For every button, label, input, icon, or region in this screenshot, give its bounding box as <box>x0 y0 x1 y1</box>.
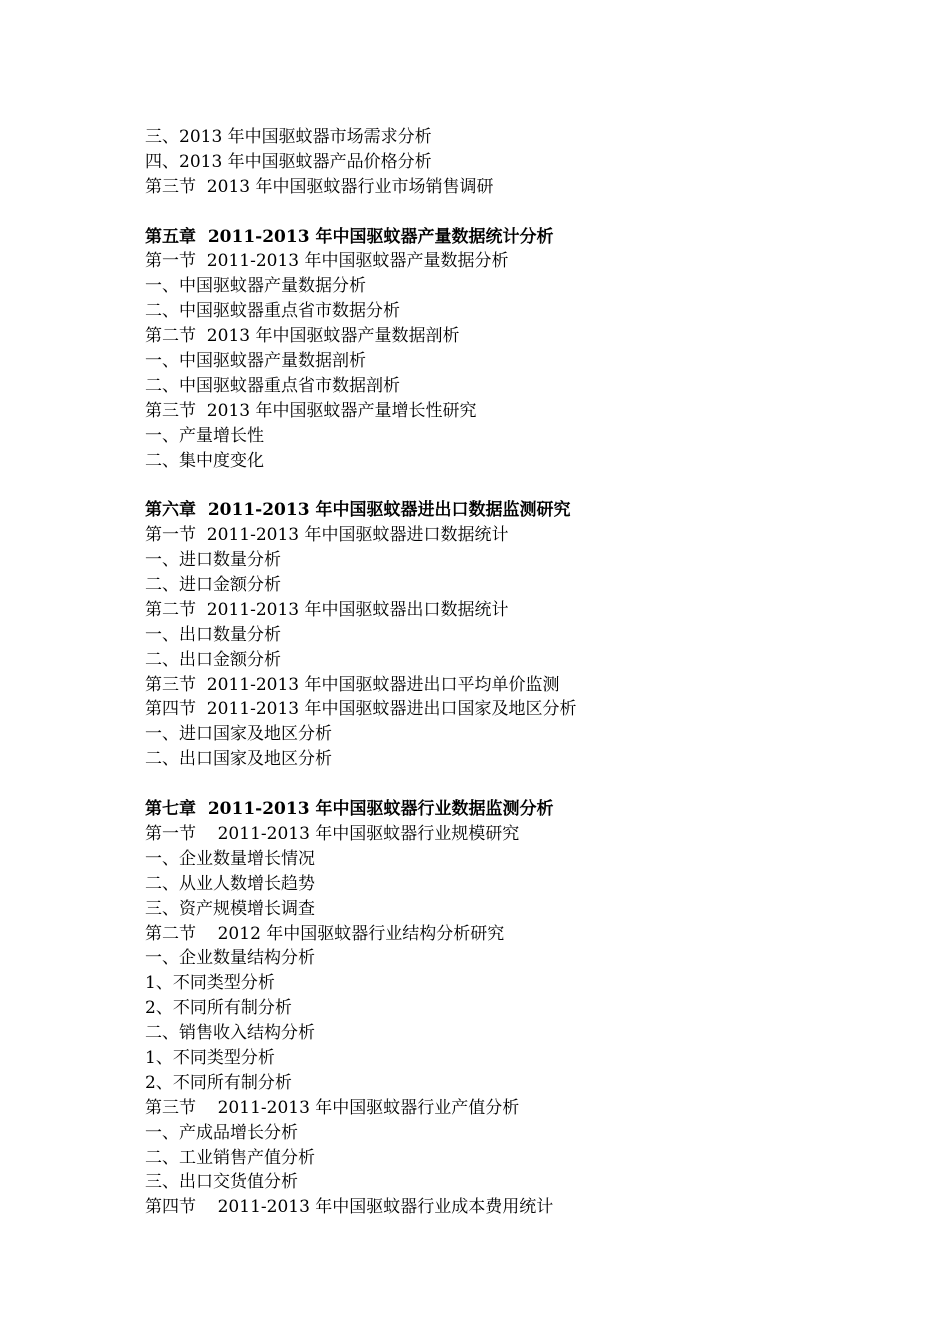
toc-item: 第三节 2013 年中国驱蚊器行业市场销售调研 <box>145 176 494 197</box>
toc-item: 第二节 2012 年中国驱蚊器行业结构分析研究 <box>145 923 505 944</box>
toc-item: 三、出口交货值分析 <box>145 1172 298 1193</box>
toc-item: 二、出口国家及地区分析 <box>145 749 332 770</box>
chapter-heading: 第五章 2011-2013 年中国驱蚊器产量数据统计分析 <box>145 226 554 247</box>
section-gap <box>145 473 845 498</box>
toc-item: 一、出口数量分析 <box>145 624 281 645</box>
toc-item: 一、中国驱蚊器产量数据分析 <box>145 276 366 297</box>
toc-item: 第二节 2013 年中国驱蚊器产量数据剖析 <box>145 326 460 347</box>
toc-item: 二、集中度变化 <box>145 450 264 471</box>
toc-item: 第一节 2011-2013 年中国驱蚊器行业规模研究 <box>145 823 520 844</box>
toc-item: 三、资产规模增长调查 <box>145 898 315 919</box>
toc-item: 四、2013 年中国驱蚊器产品价格分析 <box>145 151 432 172</box>
toc-item: 一、产成品增长分析 <box>145 1122 298 1143</box>
toc-item: 一、企业数量结构分析 <box>145 948 315 969</box>
toc-item: 第四节 2011-2013 年中国驱蚊器行业成本费用统计 <box>145 1197 554 1218</box>
toc-item: 二、销售收入结构分析 <box>145 1023 315 1044</box>
toc-item: 2、不同所有制分析 <box>145 998 292 1019</box>
toc-item: 一、产量增长性 <box>145 425 264 446</box>
toc-item: 二、中国驱蚊器重点省市数据分析 <box>145 301 400 322</box>
toc-item: 二、从业人数增长趋势 <box>145 873 315 894</box>
toc-item: 一、企业数量增长情况 <box>145 848 315 869</box>
toc-item: 二、中国驱蚊器重点省市数据剖析 <box>145 375 400 396</box>
section-gap <box>145 772 845 797</box>
toc-item: 第三节 2011-2013 年中国驱蚊器进出口平均单价监测 <box>145 674 560 695</box>
chapter-heading: 第七章 2011-2013 年中国驱蚊器行业数据监测分析 <box>145 799 554 820</box>
toc-item: 二、出口金额分析 <box>145 649 281 670</box>
toc-item: 一、中国驱蚊器产量数据剖析 <box>145 351 366 372</box>
toc-item: 第四节 2011-2013 年中国驱蚊器进出口国家及地区分析 <box>145 699 577 720</box>
chapter-heading: 第六章 2011-2013 年中国驱蚊器进出口数据监测研究 <box>145 500 571 521</box>
toc-item: 第一节 2011-2013 年中国驱蚊器产量数据分析 <box>145 251 509 272</box>
toc-item: 一、进口数量分析 <box>145 550 281 571</box>
toc-item: 一、进口国家及地区分析 <box>145 724 332 745</box>
toc-item: 第一节 2011-2013 年中国驱蚊器进口数据统计 <box>145 525 509 546</box>
toc-item: 三、2013 年中国驱蚊器市场需求分析 <box>145 127 432 147</box>
toc-item: 第三节 2013 年中国驱蚊器产量增长性研究 <box>145 400 477 421</box>
document-page <box>145 125 845 1220</box>
toc-item: 二、工业销售产值分析 <box>145 1147 315 1168</box>
toc-item: 1、不同类型分析 <box>145 1047 275 1068</box>
toc-item: 第二节 2011-2013 年中国驱蚊器出口数据统计 <box>145 599 509 620</box>
toc-item: 第三节 2011-2013 年中国驱蚊器行业产值分析 <box>145 1097 520 1118</box>
section-gap <box>145 200 845 225</box>
toc-item: 二、进口金额分析 <box>145 575 281 596</box>
toc-item: 1、不同类型分析 <box>145 973 275 994</box>
toc-item: 2、不同所有制分析 <box>145 1072 292 1093</box>
